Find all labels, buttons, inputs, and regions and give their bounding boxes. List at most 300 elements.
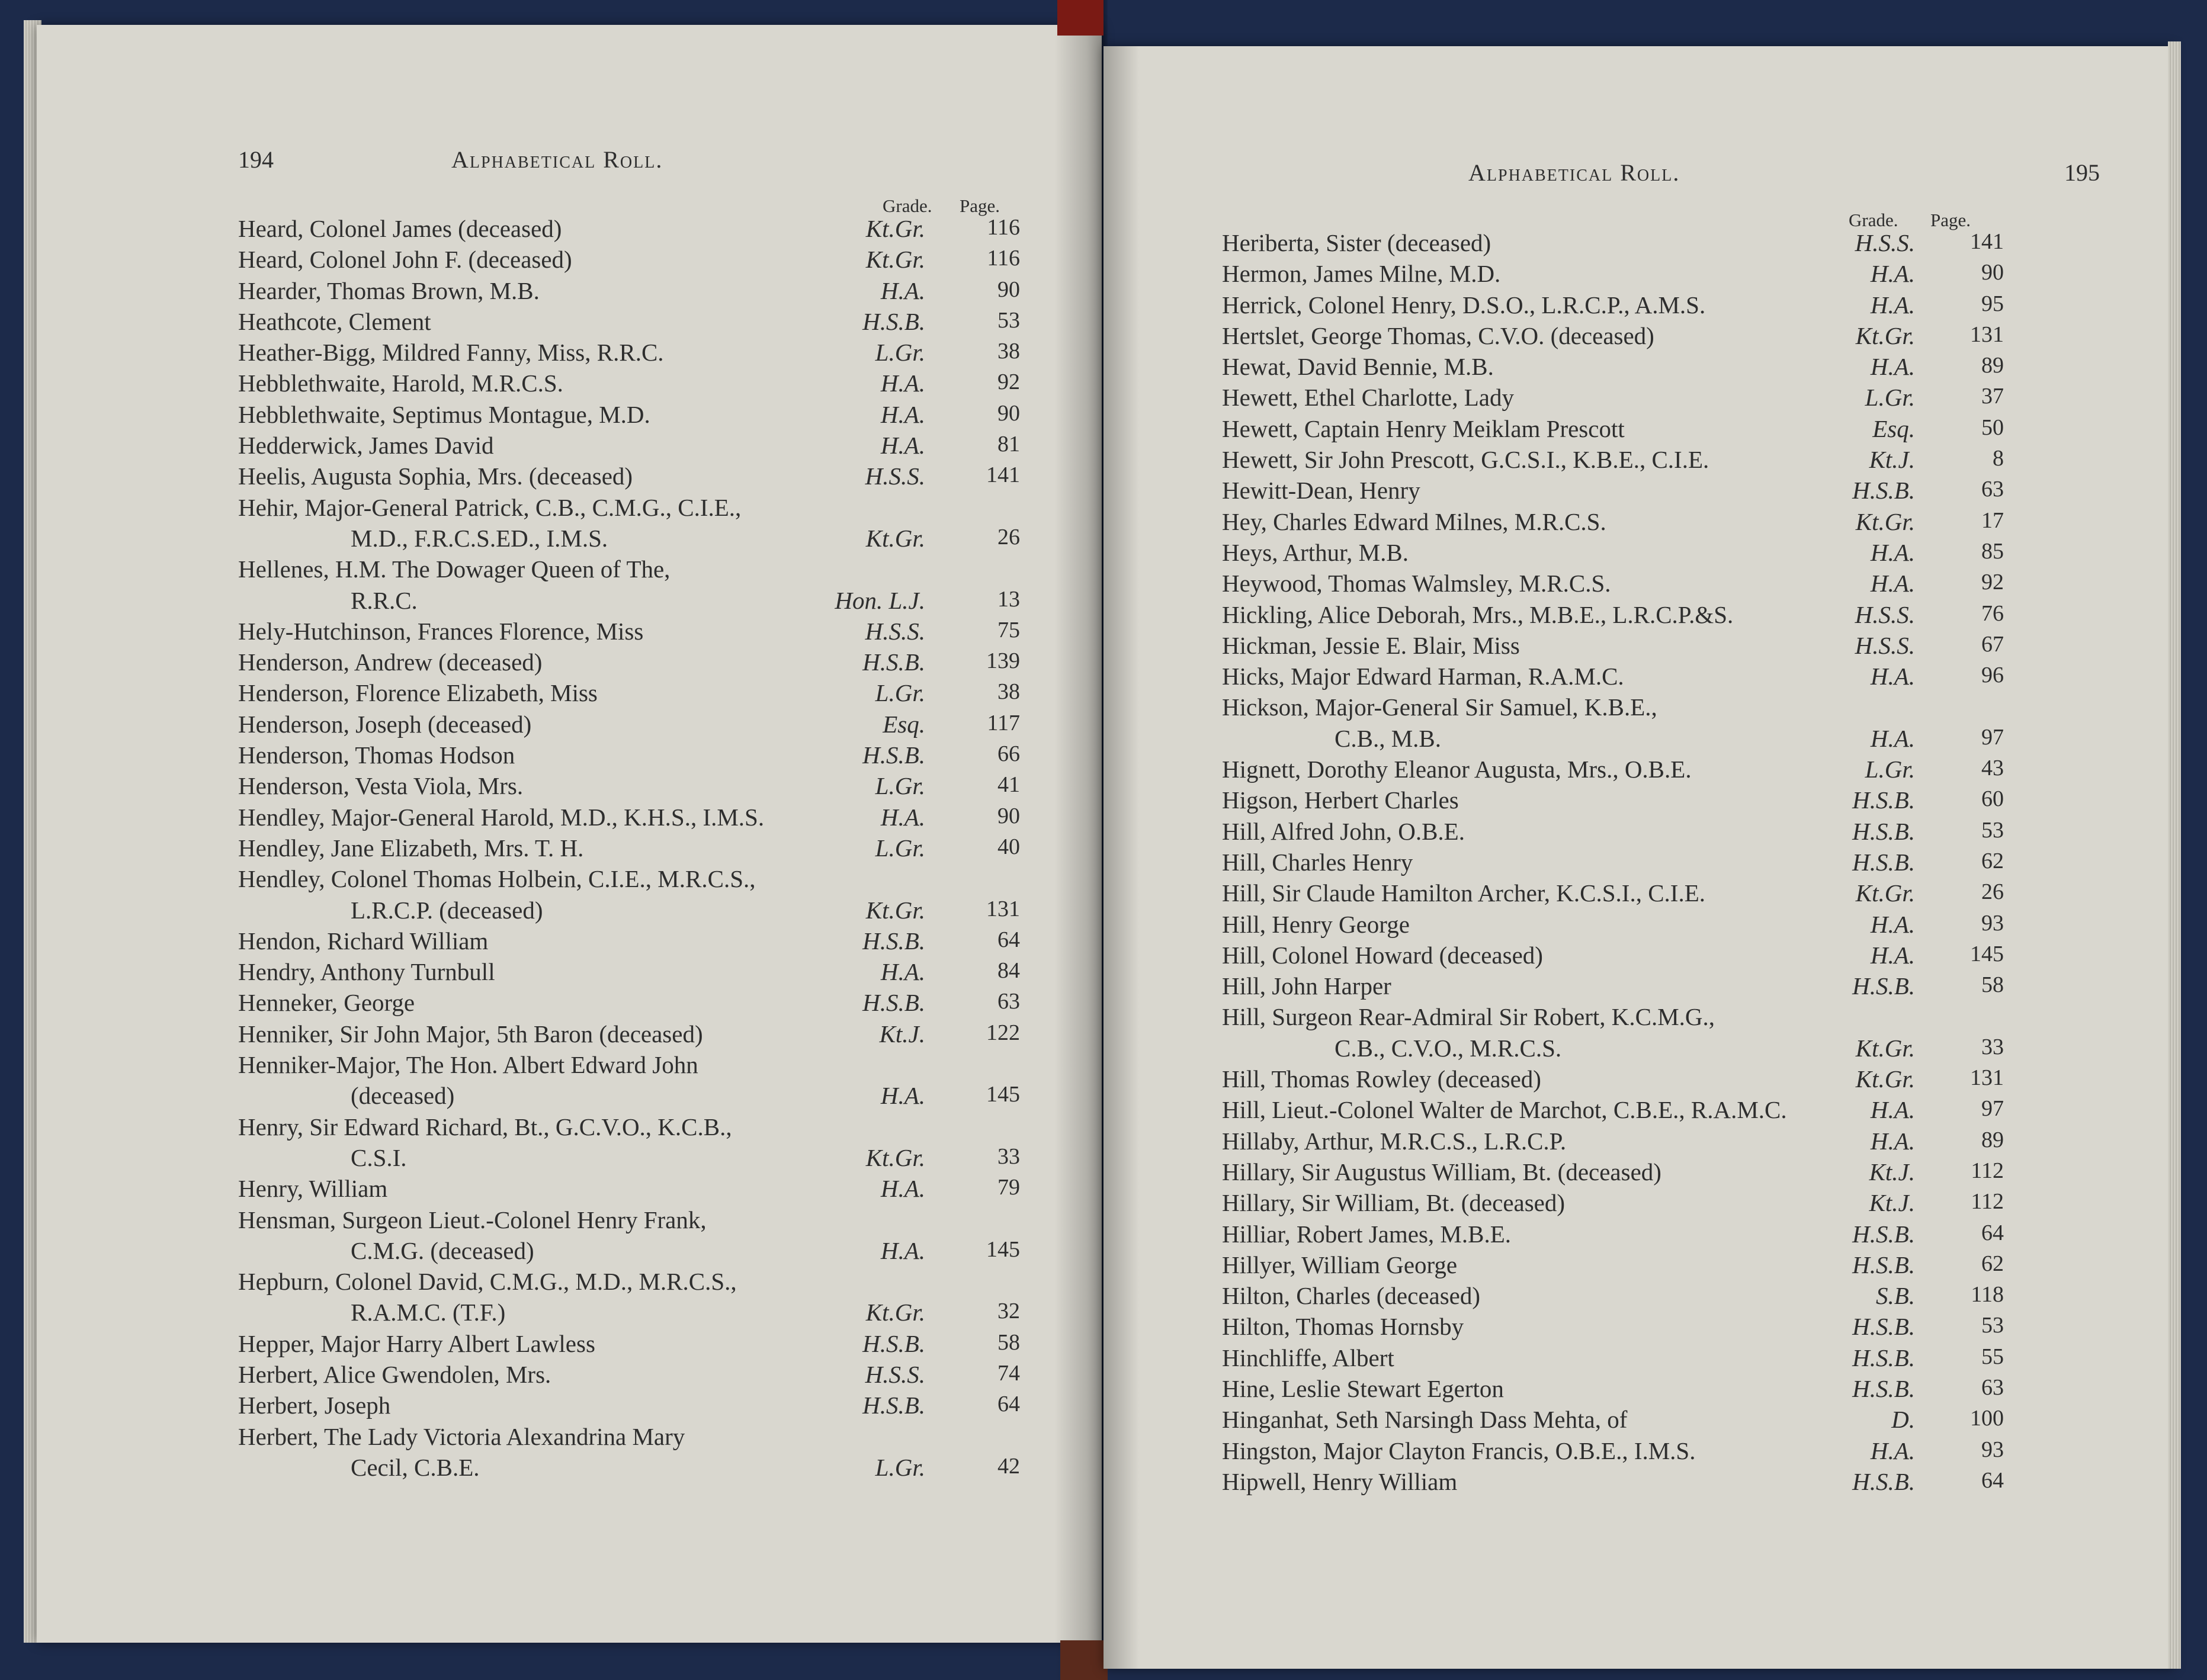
entry-grade: H.S.B. <box>1852 786 1915 814</box>
entry-name: Hilton, Thomas Hornsby <box>1222 1313 1464 1341</box>
entry-name: Henderson, Vesta Viola, Mrs. <box>238 772 524 800</box>
left-entry-row <box>238 1143 1020 1174</box>
right-entry-row <box>1222 507 2004 538</box>
entry-page: 38 <box>997 679 1020 705</box>
entry-grade: Kt.Gr. <box>865 524 925 552</box>
entry-page: 116 <box>987 246 1020 271</box>
spine-top <box>1057 0 1104 36</box>
entry-page: 112 <box>1971 1158 2004 1183</box>
entry-name: Hewitt-Dean, Henry <box>1222 477 1420 505</box>
entry-grade: H.A. <box>1870 1437 1915 1464</box>
entry-name: Henderson, Florence Elizabeth, Miss <box>238 679 598 707</box>
entry-page: 8 <box>1993 446 2004 471</box>
entry-name: Hillaby, Arthur, M.R.C.S., L.R.C.P. <box>1222 1127 1567 1155</box>
book-gutter <box>1054 0 1108 1680</box>
left-entry-row <box>238 648 1020 679</box>
left-entry-row <box>238 896 1020 927</box>
entry-grade: L.Gr. <box>875 1453 925 1481</box>
entry-name: Hellenes, H.M. The Dowager Queen of The, <box>238 555 671 583</box>
entry-page: 63 <box>997 989 1020 1014</box>
left-entry-row <box>238 927 1020 958</box>
right-entry-row <box>1222 1096 2004 1126</box>
entry-page: 53 <box>997 307 1020 333</box>
entry-grade: L.Gr. <box>1865 756 1915 783</box>
left-entry-row <box>238 493 1020 524</box>
entry-grade: H.S.B. <box>862 307 925 335</box>
left-entry-row <box>238 1298 1020 1329</box>
entry-page: 85 <box>1981 538 2004 564</box>
entry-page: 42 <box>997 1453 1020 1479</box>
entry-grade: H.S.B. <box>1852 1220 1915 1248</box>
entry-grade: H.A. <box>1870 941 1915 969</box>
entry-grade: D. <box>1891 1406 1915 1434</box>
entry-name: Hickson, Major-General Sir Samuel, K.B.E., <box>1222 693 1657 721</box>
entry-grade: L.Gr. <box>1865 384 1915 412</box>
entry-page: 131 <box>1970 1065 2004 1091</box>
entry-grade: H.A. <box>1870 1096 1915 1124</box>
entry-name: Hipwell, Henry William <box>1222 1467 1458 1495</box>
right-page-number: 195 <box>2064 159 2100 186</box>
entry-grade: H.S.S. <box>1855 631 1915 659</box>
entry-page: 117 <box>987 710 1020 735</box>
entry-page: 90 <box>997 803 1020 828</box>
entry-page: 79 <box>997 1175 1020 1200</box>
right-entry-row <box>1222 879 2004 910</box>
left-entry-row <box>238 679 1020 709</box>
entry-grade: Kt.J. <box>1869 446 1915 474</box>
entry-page: 64 <box>997 1392 1020 1417</box>
entry-name: Hewett, Sir John Prescott, G.C.S.I., K.B.E., C.I.E. <box>1222 446 1709 474</box>
entry-grade: H.S.B. <box>1852 817 1915 845</box>
left-entry-list <box>238 214 1020 1484</box>
entry-name: M.D., F.R.C.S.ED., I.M.S. <box>351 524 608 552</box>
right-page-edges <box>2168 41 2181 1669</box>
entry-name: Hill, Charles Henry <box>1222 848 1413 876</box>
entry-name: Henry, William <box>238 1175 388 1203</box>
right-page <box>1104 46 2174 1669</box>
entry-grade: H.A. <box>880 1175 925 1203</box>
entry-name: Hearder, Thomas Brown, M.B. <box>238 277 540 304</box>
entry-grade: Esq. <box>883 710 925 738</box>
left-entry-row <box>238 1453 1020 1484</box>
entry-grade: H.S.B. <box>1852 1313 1915 1341</box>
right-entry-row <box>1222 1188 2004 1219</box>
entry-page: 92 <box>1981 570 2004 595</box>
right-entry-row <box>1222 662 2004 693</box>
left-entry-row <box>238 1051 1020 1081</box>
entry-name: C.S.I. <box>351 1143 407 1171</box>
entry-name: R.A.M.C. (T.F.) <box>351 1299 506 1326</box>
entry-page: 41 <box>997 772 1020 798</box>
right-entry-row <box>1222 1034 2004 1065</box>
right-page-heading: Page. <box>1930 210 1971 230</box>
entry-grade: H.A. <box>880 277 925 304</box>
entry-page: 84 <box>997 958 1020 984</box>
entry-grade: H.S.S. <box>865 617 925 645</box>
right-entry-row <box>1222 693 2004 724</box>
left-entry-row <box>238 958 1020 988</box>
entry-grade: H.A. <box>880 432 925 460</box>
left-entry-row <box>238 214 1020 245</box>
entry-page: 13 <box>997 586 1020 612</box>
entry-page: 74 <box>997 1360 1020 1386</box>
entry-page: 60 <box>1981 786 2004 812</box>
entry-grade: S.B. <box>1875 1282 1915 1310</box>
entry-page: 62 <box>1981 848 2004 873</box>
entry-page: 50 <box>1981 415 2004 440</box>
entry-page: 43 <box>1981 756 2004 781</box>
entry-page: 67 <box>1981 631 2004 657</box>
entry-grade: Kt.Gr. <box>865 215 925 242</box>
entry-name: Hicks, Major Edward Harman, R.A.M.C. <box>1222 663 1624 690</box>
entry-name: Hendry, Anthony Turnbull <box>238 958 495 986</box>
entry-name: R.R.C. <box>351 586 418 614</box>
entry-name: Hilton, Charles (deceased) <box>1222 1282 1481 1310</box>
entry-name: Hignett, Dorothy Eleanor Augusta, Mrs., O.B.E. <box>1222 756 1692 783</box>
entry-name: Hill, John Harper <box>1222 972 1391 1000</box>
entry-name: Hebblethwaite, Septimus Montague, M.D. <box>238 400 650 428</box>
entry-page: 58 <box>997 1329 1020 1355</box>
entry-page: 26 <box>1981 879 2004 905</box>
entry-page: 131 <box>1970 322 2004 347</box>
left-entry-row <box>238 431 1020 462</box>
entry-page: 97 <box>1981 1096 2004 1122</box>
entry-page: 95 <box>1981 291 2004 316</box>
entry-grade: H.S.B. <box>862 741 925 769</box>
entry-grade: H.S.B. <box>1852 477 1915 505</box>
left-entry-row <box>238 462 1020 493</box>
right-entry-row <box>1222 1344 2004 1374</box>
entry-page: 53 <box>1981 1313 2004 1338</box>
entry-page: 90 <box>997 400 1020 426</box>
left-entry-row <box>238 307 1020 338</box>
right-entry-row <box>1222 1251 2004 1281</box>
entry-page: 62 <box>1981 1251 2004 1276</box>
entry-page: 139 <box>986 648 1020 674</box>
entry-name: Hill, Sir Claude Hamilton Archer, K.C.S.I., C.I.E. <box>1222 879 1705 907</box>
entry-name: Hickman, Jessie E. Blair, Miss <box>1222 631 1520 659</box>
entry-name: Hill, Lieut.-Colonel Walter de Marchot, C.B.E., R.A.M.C. <box>1222 1096 1787 1124</box>
left-entry-row <box>238 988 1020 1019</box>
left-running-title: Alphabetical Roll. <box>451 146 663 173</box>
right-entry-row <box>1222 476 2004 507</box>
entry-name: C.M.G. (deceased) <box>351 1236 534 1264</box>
entry-name: Hinchliffe, Albert <box>1222 1344 1394 1371</box>
entry-page: 141 <box>1970 229 2004 254</box>
entry-grade: Kt.Gr. <box>1855 322 1915 349</box>
entry-name: Hey, Charles Edward Milnes, M.R.C.S. <box>1222 507 1606 535</box>
entry-name: Heriberta, Sister (deceased) <box>1222 229 1491 256</box>
entry-name: Cecil, C.B.E. <box>351 1453 480 1481</box>
right-grade-heading: Grade. <box>1849 210 1898 230</box>
entry-grade: L.Gr. <box>875 772 925 800</box>
entry-name: C.B., M.B. <box>1335 724 1441 752</box>
left-entry-row <box>238 400 1020 431</box>
entry-grade: H.A. <box>1870 1127 1915 1155</box>
entry-grade: H.S.B. <box>862 1329 925 1357</box>
left-entry-row <box>238 741 1020 772</box>
entry-grade: H.S.S. <box>1855 229 1915 256</box>
entry-name: Hillyer, William George <box>1222 1251 1458 1279</box>
entry-page: 64 <box>1981 1220 2004 1245</box>
entry-page: 145 <box>1970 941 2004 966</box>
entry-grade: Kt.J. <box>879 1020 925 1048</box>
entry-grade: H.A. <box>880 803 925 831</box>
left-entry-row <box>238 710 1020 741</box>
entry-grade: H.A. <box>1870 291 1915 319</box>
right-entry-row <box>1222 848 2004 879</box>
entry-page: 63 <box>1981 1374 2004 1400</box>
entry-page: 64 <box>1981 1467 2004 1493</box>
entry-name: Hill, Surgeon Rear-Admiral Sir Robert, K.C.M.G., <box>1222 1003 1715 1031</box>
entry-page: 96 <box>1981 663 2004 688</box>
entry-grade: H.S.B. <box>1852 1344 1915 1371</box>
entry-page: 32 <box>997 1299 1020 1324</box>
left-entry-row <box>238 1267 1020 1298</box>
entry-grade: L.Gr. <box>875 679 925 707</box>
right-entry-row <box>1222 291 2004 322</box>
right-entry-row <box>1222 383 2004 414</box>
entry-name: Hill, Thomas Rowley (deceased) <box>1222 1065 1541 1093</box>
left-entry-row <box>238 586 1020 617</box>
entry-page: 37 <box>1981 384 2004 409</box>
entry-page: 145 <box>986 1082 1020 1107</box>
entry-name: Hickling, Alice Deborah, Mrs., M.B.E., L.R.C.P.&S. <box>1222 600 1734 628</box>
right-entry-row <box>1222 786 2004 817</box>
entry-grade: H.A. <box>880 400 925 428</box>
entry-grade: H.A. <box>1870 570 1915 598</box>
entry-name: Henniker-Major, The Hon. Albert Edward John <box>238 1051 698 1079</box>
entry-name: Hillary, Sir Augustus William, Bt. (deceased) <box>1222 1158 1661 1186</box>
entry-name: Hewett, Captain Henry Meiklam Prescott <box>1222 415 1625 442</box>
left-entry-row <box>238 1422 1020 1453</box>
left-entry-row <box>238 1391 1020 1422</box>
left-entry-row <box>238 524 1020 555</box>
entry-name: Hendley, Colonel Thomas Holbein, C.I.E., M.R.C.S., <box>238 865 756 893</box>
entry-grade: H.S.B. <box>1852 1374 1915 1402</box>
entry-grade: H.A. <box>1870 538 1915 566</box>
entry-name: Hepburn, Colonel David, C.M.G., M.D., M.R.C.S., <box>238 1268 737 1296</box>
entry-name: Henneker, George <box>238 989 415 1017</box>
entry-grade: H.S.B. <box>1852 1467 1915 1495</box>
entry-name: Herbert, Joseph <box>238 1392 391 1419</box>
left-entry-row <box>238 1020 1020 1051</box>
right-entry-row <box>1222 229 2004 259</box>
entry-grade: Kt.Gr. <box>1855 507 1915 535</box>
right-entry-row <box>1222 322 2004 352</box>
left-entry-row <box>238 1329 1020 1360</box>
right-entry-row <box>1222 972 2004 1003</box>
entry-page: 33 <box>997 1143 1020 1169</box>
entry-name: Hebblethwaite, Harold, M.R.C.S. <box>238 370 563 397</box>
entry-name: Henniker, Sir John Major, 5th Baron (deceased) <box>238 1020 703 1048</box>
left-entry-row <box>238 245 1020 276</box>
entry-page: 92 <box>997 370 1020 395</box>
entry-grade: H.S.S. <box>1855 600 1915 628</box>
entry-page: 141 <box>986 462 1020 488</box>
left-entry-row <box>238 1206 1020 1236</box>
entry-page: 122 <box>986 1020 1020 1045</box>
left-entry-row <box>238 1081 1020 1112</box>
right-entry-row <box>1222 569 2004 600</box>
entry-name: Hely-Hutchinson, Frances Florence, Miss <box>238 617 644 645</box>
entry-page: 38 <box>997 339 1020 364</box>
entry-name: Hilliar, Robert James, M.B.E. <box>1222 1220 1512 1248</box>
entry-name: Herbert, The Lady Victoria Alexandrina Mary <box>238 1422 685 1450</box>
left-entry-row <box>238 369 1020 400</box>
right-entry-row <box>1222 445 2004 476</box>
left-entry-row <box>238 338 1020 369</box>
right-entry-list <box>1222 229 2004 1498</box>
right-entry-row <box>1222 941 2004 972</box>
right-running-title: Alphabetical Roll. <box>1468 159 1680 186</box>
left-entry-row <box>238 1174 1020 1205</box>
entry-page: 63 <box>1981 477 2004 502</box>
entry-grade: L.Gr. <box>875 834 925 862</box>
right-entry-row <box>1222 1003 2004 1033</box>
left-entry-row <box>238 1236 1020 1267</box>
entry-page: 90 <box>997 277 1020 302</box>
entry-name: Hill, Alfred John, O.B.E. <box>1222 817 1465 845</box>
left-entry-row <box>238 865 1020 895</box>
entry-grade: H.A. <box>880 1082 925 1110</box>
entry-page: 55 <box>1981 1344 2004 1369</box>
entry-grade: Kt.J. <box>1869 1189 1915 1217</box>
entry-name: Higson, Herbert Charles <box>1222 786 1459 814</box>
entry-grade: Kt.Gr. <box>1855 879 1915 907</box>
entry-name: Hehir, Major-General Patrick, C.B., C.M.G., C.I.E., <box>238 493 742 521</box>
entry-name: Hepper, Major Harry Albert Lawless <box>238 1329 595 1357</box>
left-entry-row <box>238 772 1020 802</box>
entry-page: 145 <box>986 1236 1020 1262</box>
right-entry-row <box>1222 1405 2004 1436</box>
left-entry-row <box>238 617 1020 648</box>
left-entry-row <box>238 1360 1020 1391</box>
entry-name: Heelis, Augusta Sophia, Mrs. (deceased) <box>238 462 633 490</box>
entry-grade: H.S.S. <box>865 1360 925 1388</box>
left-entry-row <box>238 834 1020 865</box>
entry-name: Hermon, James Milne, M.D. <box>1222 260 1501 288</box>
right-entry-row <box>1222 1127 2004 1158</box>
entry-grade: H.A. <box>1870 663 1915 690</box>
entry-grade: H.S.B. <box>1852 972 1915 1000</box>
entry-page: 93 <box>1981 1437 2004 1462</box>
entry-name: Heard, Colonel James (deceased) <box>238 215 562 242</box>
entry-grade: H.A. <box>1870 910 1915 938</box>
entry-page: 90 <box>1981 260 2004 285</box>
entry-grade: L.Gr. <box>875 339 925 367</box>
right-entry-row <box>1222 1065 2004 1096</box>
entry-grade: H.A. <box>1870 724 1915 752</box>
entry-page: 53 <box>1981 817 2004 843</box>
right-entry-row <box>1222 1374 2004 1405</box>
entry-page: 93 <box>1981 910 2004 936</box>
entry-name: Hewett, Ethel Charlotte, Lady <box>1222 384 1514 412</box>
entry-grade: H.S.B. <box>862 1392 925 1419</box>
entry-grade: H.S.B. <box>1852 848 1915 876</box>
entry-grade: Kt.Gr. <box>865 246 925 274</box>
right-entry-row <box>1222 755 2004 786</box>
entry-page: 17 <box>1981 507 2004 533</box>
entry-name: Henry, Sir Edward Richard, Bt., G.C.V.O., K.C.B., <box>238 1113 732 1141</box>
entry-page: 131 <box>986 896 1020 921</box>
entry-grade: Hon. L.J. <box>835 586 925 614</box>
entry-grade: H.S.B. <box>1852 1251 1915 1279</box>
entry-name: Hendley, Major-General Harold, M.D., K.H.S., I.M.S. <box>238 803 765 831</box>
entry-grade: H.S.B. <box>862 927 925 955</box>
entry-page: 40 <box>997 834 1020 859</box>
entry-grade: H.A. <box>1870 260 1915 288</box>
right-entry-row <box>1222 724 2004 755</box>
entry-grade: Esq. <box>1872 415 1915 442</box>
entry-grade: Kt.Gr. <box>865 896 925 924</box>
entry-grade: H.S.B. <box>862 989 925 1017</box>
right-gutter-shadow <box>1104 46 1139 1669</box>
left-entry-row <box>238 277 1020 307</box>
entry-grade: H.S.B. <box>862 648 925 676</box>
entry-name: (deceased) <box>351 1082 455 1110</box>
right-entry-row <box>1222 1158 2004 1188</box>
right-entry-row <box>1222 1312 2004 1343</box>
left-page <box>37 25 1102 1643</box>
entry-page: 33 <box>1981 1034 2004 1059</box>
entry-page: 58 <box>1981 972 2004 998</box>
entry-name: Hingston, Major Clayton Francis, O.B.E., I.M.S. <box>1222 1437 1696 1464</box>
right-entry-row <box>1222 1220 2004 1251</box>
right-entry-row <box>1222 415 2004 445</box>
right-entry-row <box>1222 1281 2004 1312</box>
entry-name: L.R.C.P. (deceased) <box>351 896 543 924</box>
entry-name: Hensman, Surgeon Lieut.-Colonel Henry Frank, <box>238 1206 707 1234</box>
entry-grade: H.A. <box>1870 353 1915 381</box>
entry-grade: Kt.Gr. <box>865 1299 925 1326</box>
entry-page: 76 <box>1981 600 2004 626</box>
entry-page: 81 <box>997 432 1020 457</box>
entry-name: Herrick, Colonel Henry, D.S.O., L.R.C.P., A.M.S. <box>1222 291 1706 319</box>
right-entry-row <box>1222 352 2004 383</box>
entry-page: 66 <box>997 741 1020 767</box>
right-entry-row <box>1222 1437 2004 1467</box>
right-entry-row <box>1222 538 2004 569</box>
entry-name: Heathcote, Clement <box>238 307 431 335</box>
entry-grade: Kt.Gr. <box>1855 1034 1915 1062</box>
entry-page: 116 <box>987 215 1020 240</box>
entry-page: 112 <box>1971 1189 2004 1215</box>
entry-name: Hill, Colonel Howard (deceased) <box>1222 941 1543 969</box>
entry-name: Hillary, Sir William, Bt. (deceased) <box>1222 1189 1566 1217</box>
right-entry-row <box>1222 817 2004 848</box>
entry-page: 64 <box>997 927 1020 952</box>
right-entry-row <box>1222 631 2004 662</box>
entry-name: Heys, Arthur, M.B. <box>1222 538 1409 566</box>
left-entry-row <box>238 803 1020 834</box>
entry-page: 75 <box>997 617 1020 643</box>
entry-name: Hinganhat, Seth Narsingh Dass Mehta, of <box>1222 1406 1628 1434</box>
entry-page: 97 <box>1981 724 2004 750</box>
entry-name: Heather-Bigg, Mildred Fanny, Miss, R.R.C. <box>238 339 664 367</box>
entry-page: 89 <box>1981 1127 2004 1152</box>
left-page-heading: Page. <box>960 195 1000 216</box>
entry-grade: Kt.Gr. <box>1855 1065 1915 1093</box>
entry-name: Hewat, David Bennie, M.B. <box>1222 353 1494 381</box>
entry-grade: H.A. <box>880 370 925 397</box>
entry-grade: H.S.S. <box>865 462 925 490</box>
right-entry-row <box>1222 1467 2004 1498</box>
entry-name: Hendon, Richard William <box>238 927 489 955</box>
entry-grade: H.A. <box>880 958 925 986</box>
spine-bottom <box>1060 1640 1108 1680</box>
left-entry-row <box>238 555 1020 586</box>
